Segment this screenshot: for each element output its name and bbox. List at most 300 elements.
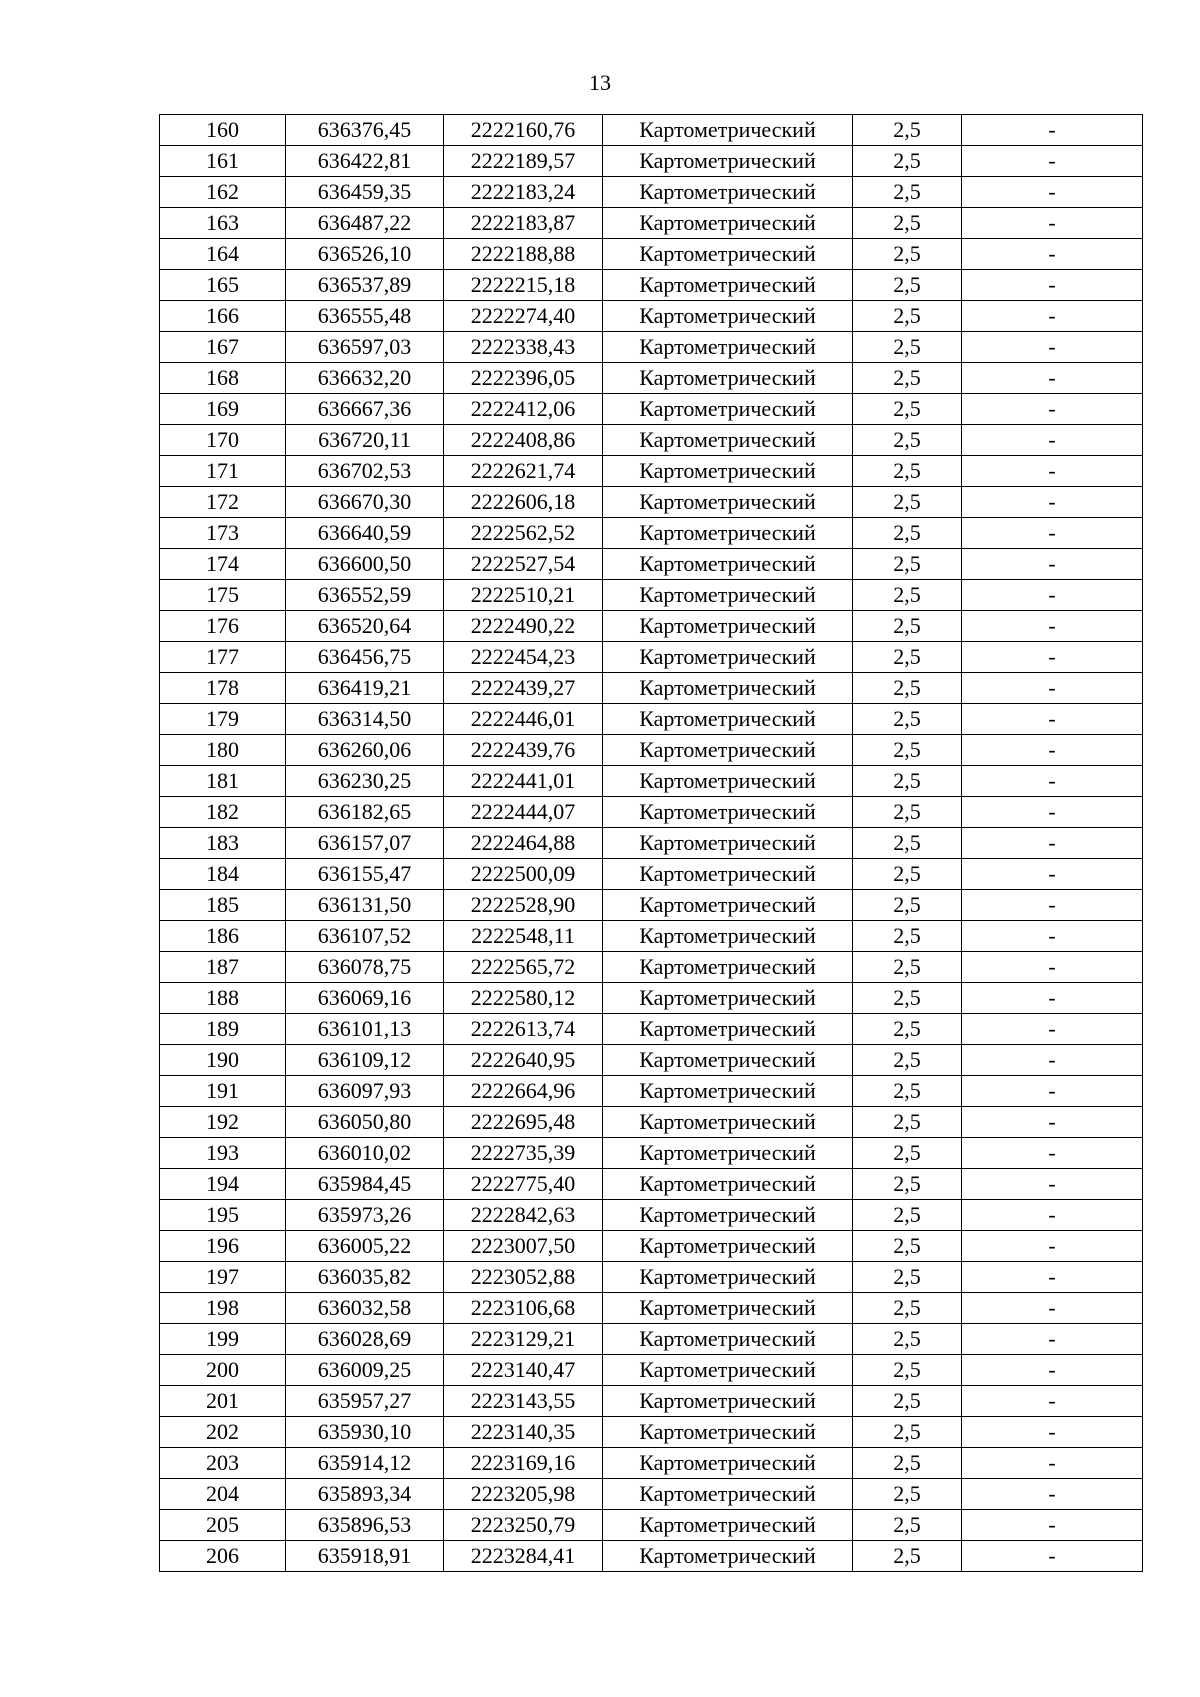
point-number-cell: 203 (160, 1448, 286, 1479)
accuracy-cell: 2,5 (853, 177, 962, 208)
description-cell: - (962, 1076, 1143, 1107)
x-coordinate-cell: 635973,26 (286, 1200, 444, 1231)
y-coordinate-cell: 2222565,72 (444, 952, 603, 983)
point-number-cell: 205 (160, 1510, 286, 1541)
accuracy-cell: 2,5 (853, 518, 962, 549)
y-coordinate-cell: 2222735,39 (444, 1138, 603, 1169)
method-cell: Картометрический (603, 1510, 853, 1541)
accuracy-cell: 2,5 (853, 1045, 962, 1076)
description-cell: - (962, 828, 1143, 859)
x-coordinate-cell: 636419,21 (286, 673, 444, 704)
x-coordinate-cell: 636456,75 (286, 642, 444, 673)
description-cell: - (962, 1200, 1143, 1231)
accuracy-cell: 2,5 (853, 580, 962, 611)
method-cell: Картометрический (603, 115, 853, 146)
x-coordinate-cell: 636157,07 (286, 828, 444, 859)
table-row (160, 146, 1143, 177)
accuracy-cell: 2,5 (853, 363, 962, 394)
method-cell: Картометрический (603, 394, 853, 425)
table-row (160, 1138, 1143, 1169)
y-coordinate-cell: 2222408,86 (444, 425, 603, 456)
method-cell: Картометрический (603, 1014, 853, 1045)
accuracy-cell: 2,5 (853, 1386, 962, 1417)
accuracy-cell: 2,5 (853, 549, 962, 580)
table-row (160, 859, 1143, 890)
description-cell: - (962, 1293, 1143, 1324)
method-cell: Картометрический (603, 301, 853, 332)
table-row (160, 332, 1143, 363)
y-coordinate-cell: 2222215,18 (444, 270, 603, 301)
table-row (160, 890, 1143, 921)
x-coordinate-cell: 636035,82 (286, 1262, 444, 1293)
x-coordinate-cell: 636555,48 (286, 301, 444, 332)
y-coordinate-cell: 2223007,50 (444, 1231, 603, 1262)
y-coordinate-cell: 2222464,88 (444, 828, 603, 859)
table-row (160, 115, 1143, 146)
method-cell: Картометрический (603, 921, 853, 952)
method-cell: Картометрический (603, 1541, 853, 1572)
description-cell: - (962, 890, 1143, 921)
x-coordinate-cell: 636230,25 (286, 766, 444, 797)
description-cell: - (962, 797, 1143, 828)
table-row (160, 1262, 1143, 1293)
y-coordinate-cell: 2222606,18 (444, 487, 603, 518)
table-row (160, 208, 1143, 239)
description-cell: - (962, 146, 1143, 177)
x-coordinate-cell: 636078,75 (286, 952, 444, 983)
method-cell: Картометрический (603, 1169, 853, 1200)
description-cell: - (962, 1138, 1143, 1169)
accuracy-cell: 2,5 (853, 1417, 962, 1448)
description-cell: - (962, 1014, 1143, 1045)
method-cell: Картометрический (603, 859, 853, 890)
x-coordinate-cell: 636667,36 (286, 394, 444, 425)
point-number-cell: 200 (160, 1355, 286, 1386)
y-coordinate-cell: 2222446,01 (444, 704, 603, 735)
method-cell: Картометрический (603, 549, 853, 580)
method-cell: Картометрический (603, 363, 853, 394)
y-coordinate-cell: 2222562,52 (444, 518, 603, 549)
description-cell: - (962, 239, 1143, 270)
table-row (160, 952, 1143, 983)
point-number-cell: 201 (160, 1386, 286, 1417)
table-row (160, 239, 1143, 270)
x-coordinate-cell: 635957,27 (286, 1386, 444, 1417)
method-cell: Картометрический (603, 425, 853, 456)
table-row (160, 1045, 1143, 1076)
point-number-cell: 186 (160, 921, 286, 952)
method-cell: Картометрический (603, 642, 853, 673)
description-cell: - (962, 952, 1143, 983)
y-coordinate-cell: 2223250,79 (444, 1510, 603, 1541)
y-coordinate-cell: 2222188,88 (444, 239, 603, 270)
accuracy-cell: 2,5 (853, 983, 962, 1014)
point-number-cell: 199 (160, 1324, 286, 1355)
accuracy-cell: 2,5 (853, 766, 962, 797)
accuracy-cell: 2,5 (853, 1014, 962, 1045)
y-coordinate-cell: 2223106,68 (444, 1293, 603, 1324)
accuracy-cell: 2,5 (853, 1324, 962, 1355)
point-number-cell: 163 (160, 208, 286, 239)
table-row (160, 1448, 1143, 1479)
table-row (160, 735, 1143, 766)
table-row (160, 1014, 1143, 1045)
point-number-cell: 193 (160, 1138, 286, 1169)
description-cell: - (962, 735, 1143, 766)
table-row (160, 673, 1143, 704)
description-cell: - (962, 208, 1143, 239)
method-cell: Картометрический (603, 1200, 853, 1231)
y-coordinate-cell: 2223052,88 (444, 1262, 603, 1293)
accuracy-cell: 2,5 (853, 425, 962, 456)
x-coordinate-cell: 636050,80 (286, 1107, 444, 1138)
description-cell: - (962, 115, 1143, 146)
description-cell: - (962, 642, 1143, 673)
description-cell: - (962, 301, 1143, 332)
accuracy-cell: 2,5 (853, 642, 962, 673)
method-cell: Картометрический (603, 983, 853, 1014)
method-cell: Картометрический (603, 890, 853, 921)
y-coordinate-cell: 2222664,96 (444, 1076, 603, 1107)
method-cell: Картометрический (603, 456, 853, 487)
table-row (160, 828, 1143, 859)
y-coordinate-cell: 2223205,98 (444, 1479, 603, 1510)
method-cell: Картометрический (603, 1293, 853, 1324)
description-cell: - (962, 487, 1143, 518)
description-cell: - (962, 704, 1143, 735)
table-row (160, 1479, 1143, 1510)
point-number-cell: 194 (160, 1169, 286, 1200)
point-number-cell: 189 (160, 1014, 286, 1045)
description-cell: - (962, 1479, 1143, 1510)
x-coordinate-cell: 636600,50 (286, 549, 444, 580)
description-cell: - (962, 1386, 1143, 1417)
accuracy-cell: 2,5 (853, 332, 962, 363)
table-row (160, 766, 1143, 797)
point-number-cell: 175 (160, 580, 286, 611)
method-cell: Картометрический (603, 177, 853, 208)
description-cell: - (962, 859, 1143, 890)
method-cell: Картометрический (603, 797, 853, 828)
table-row (160, 456, 1143, 487)
x-coordinate-cell: 636032,58 (286, 1293, 444, 1324)
accuracy-cell: 2,5 (853, 1076, 962, 1107)
accuracy-cell: 2,5 (853, 487, 962, 518)
accuracy-cell: 2,5 (853, 208, 962, 239)
accuracy-cell: 2,5 (853, 921, 962, 952)
y-coordinate-cell: 2222510,21 (444, 580, 603, 611)
accuracy-cell: 2,5 (853, 735, 962, 766)
x-coordinate-cell: 636028,69 (286, 1324, 444, 1355)
method-cell: Картометрический (603, 1479, 853, 1510)
point-number-cell: 178 (160, 673, 286, 704)
description-cell: - (962, 673, 1143, 704)
accuracy-cell: 2,5 (853, 115, 962, 146)
point-number-cell: 179 (160, 704, 286, 735)
point-number-cell: 191 (160, 1076, 286, 1107)
method-cell: Картометрический (603, 611, 853, 642)
accuracy-cell: 2,5 (853, 859, 962, 890)
y-coordinate-cell: 2222490,22 (444, 611, 603, 642)
y-coordinate-cell: 2222183,24 (444, 177, 603, 208)
y-coordinate-cell: 2223169,16 (444, 1448, 603, 1479)
description-cell: - (962, 1231, 1143, 1262)
accuracy-cell: 2,5 (853, 146, 962, 177)
y-coordinate-cell: 2222338,43 (444, 332, 603, 363)
x-coordinate-cell: 636005,22 (286, 1231, 444, 1262)
y-coordinate-cell: 2222621,74 (444, 456, 603, 487)
point-number-cell: 177 (160, 642, 286, 673)
y-coordinate-cell: 2222454,23 (444, 642, 603, 673)
description-cell: - (962, 1324, 1143, 1355)
description-cell: - (962, 1169, 1143, 1200)
method-cell: Картометрический (603, 332, 853, 363)
x-coordinate-cell: 636376,45 (286, 115, 444, 146)
point-number-cell: 174 (160, 549, 286, 580)
y-coordinate-cell: 2222613,74 (444, 1014, 603, 1045)
point-number-cell: 184 (160, 859, 286, 890)
point-number-cell: 172 (160, 487, 286, 518)
x-coordinate-cell: 635896,53 (286, 1510, 444, 1541)
method-cell: Картометрический (603, 1448, 853, 1479)
method-cell: Картометрический (603, 952, 853, 983)
method-cell: Картометрический (603, 146, 853, 177)
description-cell: - (962, 332, 1143, 363)
y-coordinate-cell: 2222439,76 (444, 735, 603, 766)
method-cell: Картометрический (603, 1231, 853, 1262)
table-row (160, 270, 1143, 301)
page-number: 13 (589, 70, 611, 95)
point-number-cell: 181 (160, 766, 286, 797)
x-coordinate-cell: 636459,35 (286, 177, 444, 208)
point-number-cell: 180 (160, 735, 286, 766)
description-cell: - (962, 1541, 1143, 1572)
method-cell: Картометрический (603, 735, 853, 766)
accuracy-cell: 2,5 (853, 1293, 962, 1324)
point-number-cell: 183 (160, 828, 286, 859)
table-row (160, 1510, 1143, 1541)
table-row (160, 983, 1143, 1014)
table-row (160, 363, 1143, 394)
accuracy-cell: 2,5 (853, 1231, 962, 1262)
method-cell: Картометрический (603, 766, 853, 797)
point-number-cell: 176 (160, 611, 286, 642)
point-number-cell: 188 (160, 983, 286, 1014)
accuracy-cell: 2,5 (853, 1107, 962, 1138)
x-coordinate-cell: 636182,65 (286, 797, 444, 828)
accuracy-cell: 2,5 (853, 1138, 962, 1169)
table-row (160, 1200, 1143, 1231)
y-coordinate-cell: 2222274,40 (444, 301, 603, 332)
table-row (160, 642, 1143, 673)
table-row (160, 1324, 1143, 1355)
point-number-cell: 162 (160, 177, 286, 208)
point-number-cell: 164 (160, 239, 286, 270)
description-cell: - (962, 270, 1143, 301)
accuracy-cell: 2,5 (853, 239, 962, 270)
method-cell: Картометрический (603, 1045, 853, 1076)
method-cell: Картометрический (603, 239, 853, 270)
x-coordinate-cell: 636069,16 (286, 983, 444, 1014)
y-coordinate-cell: 2222500,09 (444, 859, 603, 890)
y-coordinate-cell: 2222548,11 (444, 921, 603, 952)
x-coordinate-cell: 636702,53 (286, 456, 444, 487)
y-coordinate-cell: 2222528,90 (444, 890, 603, 921)
accuracy-cell: 2,5 (853, 456, 962, 487)
x-coordinate-cell: 636109,12 (286, 1045, 444, 1076)
point-number-cell: 206 (160, 1541, 286, 1572)
y-coordinate-cell: 2222412,06 (444, 394, 603, 425)
description-cell: - (962, 1510, 1143, 1541)
x-coordinate-cell: 636670,30 (286, 487, 444, 518)
description-cell: - (962, 1262, 1143, 1293)
x-coordinate-cell: 635984,45 (286, 1169, 444, 1200)
method-cell: Картометрический (603, 580, 853, 611)
y-coordinate-cell: 2222775,40 (444, 1169, 603, 1200)
x-coordinate-cell: 636009,25 (286, 1355, 444, 1386)
description-cell: - (962, 1355, 1143, 1386)
x-coordinate-cell: 636597,03 (286, 332, 444, 363)
point-number-cell: 192 (160, 1107, 286, 1138)
x-coordinate-cell: 636537,89 (286, 270, 444, 301)
description-cell: - (962, 983, 1143, 1014)
accuracy-cell: 2,5 (853, 611, 962, 642)
table-row (160, 797, 1143, 828)
y-coordinate-cell: 2222640,95 (444, 1045, 603, 1076)
y-coordinate-cell: 2222439,27 (444, 673, 603, 704)
description-cell: - (962, 766, 1143, 797)
table-row (160, 1231, 1143, 1262)
x-coordinate-cell: 636260,06 (286, 735, 444, 766)
x-coordinate-cell: 636640,59 (286, 518, 444, 549)
accuracy-cell: 2,5 (853, 673, 962, 704)
y-coordinate-cell: 2223284,41 (444, 1541, 603, 1572)
accuracy-cell: 2,5 (853, 1479, 962, 1510)
y-coordinate-cell: 2222396,05 (444, 363, 603, 394)
point-number-cell: 166 (160, 301, 286, 332)
accuracy-cell: 2,5 (853, 394, 962, 425)
accuracy-cell: 2,5 (853, 1510, 962, 1541)
method-cell: Картометрический (603, 208, 853, 239)
table-row (160, 549, 1143, 580)
x-coordinate-cell: 636107,52 (286, 921, 444, 952)
description-cell: - (962, 921, 1143, 952)
table-row (160, 1541, 1143, 1572)
method-cell: Картометрический (603, 1076, 853, 1107)
description-cell: - (962, 425, 1143, 456)
y-coordinate-cell: 2223129,21 (444, 1324, 603, 1355)
accuracy-cell: 2,5 (853, 1448, 962, 1479)
method-cell: Картометрический (603, 673, 853, 704)
x-coordinate-cell: 636520,64 (286, 611, 444, 642)
method-cell: Картометрический (603, 1355, 853, 1386)
method-cell: Картометрический (603, 828, 853, 859)
accuracy-cell: 2,5 (853, 270, 962, 301)
y-coordinate-cell: 2222441,01 (444, 766, 603, 797)
table-row (160, 425, 1143, 456)
x-coordinate-cell: 636131,50 (286, 890, 444, 921)
coordinates-table (159, 114, 1143, 1572)
x-coordinate-cell: 636720,11 (286, 425, 444, 456)
accuracy-cell: 2,5 (853, 828, 962, 859)
description-cell: - (962, 518, 1143, 549)
x-coordinate-cell: 636552,59 (286, 580, 444, 611)
y-coordinate-cell: 2223140,47 (444, 1355, 603, 1386)
x-coordinate-cell: 636314,50 (286, 704, 444, 735)
x-coordinate-cell: 636097,93 (286, 1076, 444, 1107)
accuracy-cell: 2,5 (853, 1262, 962, 1293)
method-cell: Картометрический (603, 518, 853, 549)
point-number-cell: 185 (160, 890, 286, 921)
description-cell: - (962, 1045, 1143, 1076)
table-row (160, 611, 1143, 642)
y-coordinate-cell: 2222527,54 (444, 549, 603, 580)
table-row (160, 704, 1143, 735)
method-cell: Картометрический (603, 704, 853, 735)
accuracy-cell: 2,5 (853, 301, 962, 332)
table-row (160, 921, 1143, 952)
table-row (160, 518, 1143, 549)
description-cell: - (962, 1107, 1143, 1138)
y-coordinate-cell: 2222580,12 (444, 983, 603, 1014)
description-cell: - (962, 1448, 1143, 1479)
table-row (160, 301, 1143, 332)
method-cell: Картометрический (603, 1107, 853, 1138)
table-row (160, 1417, 1143, 1448)
point-number-cell: 190 (160, 1045, 286, 1076)
method-cell: Картометрический (603, 1138, 853, 1169)
description-cell: - (962, 580, 1143, 611)
table-row (160, 580, 1143, 611)
method-cell: Картометрический (603, 1417, 853, 1448)
x-coordinate-cell: 636487,22 (286, 208, 444, 239)
accuracy-cell: 2,5 (853, 1355, 962, 1386)
accuracy-cell: 2,5 (853, 1169, 962, 1200)
table-row (160, 1293, 1143, 1324)
description-cell: - (962, 363, 1143, 394)
point-number-cell: 182 (160, 797, 286, 828)
point-number-cell: 171 (160, 456, 286, 487)
point-number-cell: 165 (160, 270, 286, 301)
y-coordinate-cell: 2222842,63 (444, 1200, 603, 1231)
accuracy-cell: 2,5 (853, 1541, 962, 1572)
point-number-cell: 168 (160, 363, 286, 394)
accuracy-cell: 2,5 (853, 704, 962, 735)
x-coordinate-cell: 635918,91 (286, 1541, 444, 1572)
table-row (160, 1355, 1143, 1386)
point-number-cell: 197 (160, 1262, 286, 1293)
x-coordinate-cell: 636632,20 (286, 363, 444, 394)
table-row (160, 177, 1143, 208)
y-coordinate-cell: 2222695,48 (444, 1107, 603, 1138)
y-coordinate-cell: 2223140,35 (444, 1417, 603, 1448)
y-coordinate-cell: 2222189,57 (444, 146, 603, 177)
method-cell: Картометрический (603, 1324, 853, 1355)
method-cell: Картометрический (603, 487, 853, 518)
x-coordinate-cell: 636010,02 (286, 1138, 444, 1169)
x-coordinate-cell: 636155,47 (286, 859, 444, 890)
method-cell: Картометрический (603, 270, 853, 301)
y-coordinate-cell: 2222160,76 (444, 115, 603, 146)
x-coordinate-cell: 635893,34 (286, 1479, 444, 1510)
coordinates-table-body (160, 115, 1143, 1572)
point-number-cell: 169 (160, 394, 286, 425)
y-coordinate-cell: 2223143,55 (444, 1386, 603, 1417)
description-cell: - (962, 456, 1143, 487)
point-number-cell: 196 (160, 1231, 286, 1262)
x-coordinate-cell: 636101,13 (286, 1014, 444, 1045)
description-cell: - (962, 549, 1143, 580)
